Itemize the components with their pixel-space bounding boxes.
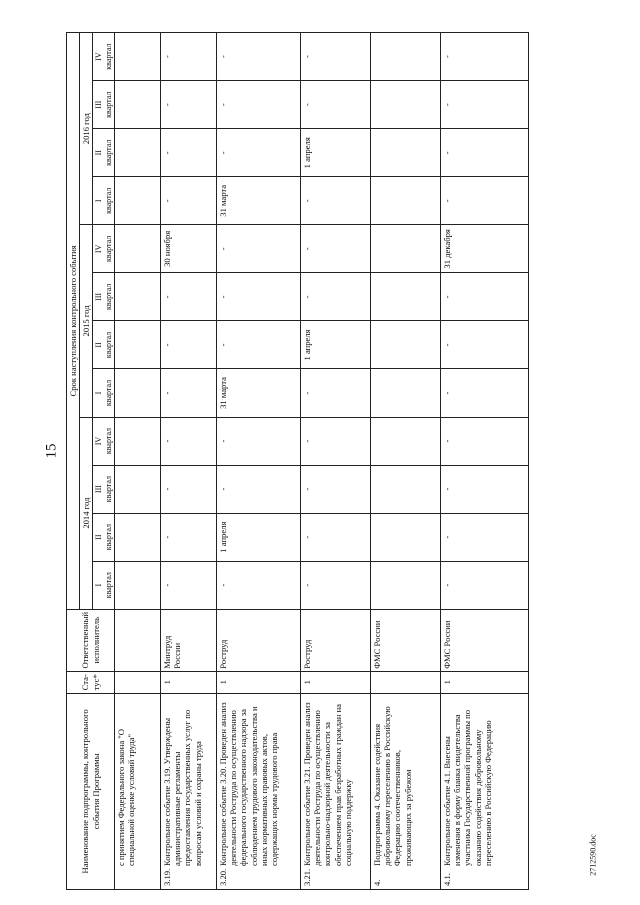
cell-deadline: - bbox=[217, 273, 301, 321]
header-quarter bbox=[93, 417, 115, 465]
cell-deadline: - bbox=[441, 321, 529, 369]
quarter-word: квартал bbox=[103, 43, 113, 70]
cell-deadline: - bbox=[301, 81, 371, 129]
cell-deadline: - bbox=[161, 177, 217, 225]
quarter-word: квартал bbox=[103, 235, 113, 262]
cell-deadline: - bbox=[441, 177, 529, 225]
cell-name bbox=[217, 693, 301, 889]
table-row bbox=[115, 33, 161, 890]
cell-deadline bbox=[115, 129, 161, 177]
quarter-numeral: IV bbox=[94, 244, 104, 254]
cell-deadline bbox=[115, 321, 161, 369]
quarter-word: квартал bbox=[103, 139, 113, 166]
table-row bbox=[371, 33, 441, 890]
cell-deadline: - bbox=[441, 33, 529, 81]
header-quarter bbox=[93, 33, 115, 81]
cell-deadline bbox=[115, 33, 161, 81]
row-number: 4.1. bbox=[442, 873, 453, 886]
quarter-numeral: III bbox=[94, 292, 104, 301]
quarter-word: квартал bbox=[103, 379, 113, 407]
cell-deadline bbox=[115, 177, 161, 225]
cell-deadline bbox=[115, 273, 161, 321]
cell-name bbox=[115, 693, 161, 889]
quarter-numeral: III bbox=[94, 485, 104, 494]
row-title: Контрольное событие 3.20. Проведен анализ деятельности Роструда по осуществлению федерального государственного надзора за соблюдением трудового законодательства и иных нормативных правовых актов, содержащих нормы трудового права bbox=[218, 702, 279, 866]
header-status: Ста-тус* bbox=[67, 671, 115, 693]
cell-deadline bbox=[371, 513, 441, 561]
cell-responsible: Минтруд России bbox=[161, 609, 217, 671]
cell-deadline: - bbox=[217, 465, 301, 513]
header-responsible: Ответственный исполнитель bbox=[67, 609, 115, 671]
cell-deadline bbox=[115, 225, 161, 273]
cell-deadline: - bbox=[217, 561, 301, 609]
cell-deadline: - bbox=[161, 33, 217, 81]
cell-deadline: - bbox=[301, 369, 371, 417]
footer-text: 2712590.doc bbox=[588, 834, 598, 876]
cell-status: 1 bbox=[217, 671, 301, 693]
cell-deadline: - bbox=[441, 369, 529, 417]
header-year: 2016 год bbox=[80, 33, 93, 225]
footer-document-name bbox=[588, 820, 598, 890]
cell-deadline: 1 апреля bbox=[217, 513, 301, 561]
cell-deadline: - bbox=[217, 417, 301, 465]
row-title: Контрольное событие 3.19. Утверждены административные регламенты предоставления государственных услуг по вопросам условий и охраны труда bbox=[162, 709, 203, 866]
cell-deadline: - bbox=[441, 417, 529, 465]
quarter-numeral: III bbox=[94, 100, 104, 109]
header-quarter bbox=[93, 225, 115, 273]
header-quarter bbox=[93, 81, 115, 129]
cell-responsible: Роструд bbox=[217, 609, 301, 671]
cell-deadline bbox=[371, 321, 441, 369]
header-quarter bbox=[93, 513, 115, 561]
row-number: 4. bbox=[372, 879, 383, 886]
cell-deadline: 1 апреля bbox=[301, 321, 371, 369]
cell-deadline: - bbox=[301, 273, 371, 321]
row-number bbox=[116, 866, 136, 886]
control-events-table-wrapper bbox=[66, 32, 580, 890]
quarter-word: квартал bbox=[103, 91, 113, 118]
row-number: 3.21. bbox=[302, 868, 313, 886]
cell-responsible: ФМС России bbox=[441, 609, 529, 671]
quarter-numeral: IV bbox=[94, 52, 104, 61]
cell-responsible: ФМС России bbox=[371, 609, 441, 671]
quarter-numeral: II bbox=[94, 534, 104, 540]
header-quarter bbox=[93, 321, 115, 369]
cell-deadline: - bbox=[217, 33, 301, 81]
cell-deadline: - bbox=[217, 129, 301, 177]
header-year: 2014 год bbox=[80, 417, 93, 609]
cell-status: 1 bbox=[301, 671, 371, 693]
cell-deadline bbox=[371, 417, 441, 465]
cell-deadline: - bbox=[161, 273, 217, 321]
quarter-numeral: IV bbox=[94, 436, 104, 446]
cell-deadline: - bbox=[161, 81, 217, 129]
cell-deadline: - bbox=[441, 81, 529, 129]
table-row bbox=[217, 33, 301, 890]
cell-deadline: - bbox=[217, 321, 301, 369]
cell-deadline bbox=[115, 417, 161, 465]
quarter-word: квартал bbox=[103, 572, 113, 599]
cell-status: 1 bbox=[161, 671, 217, 693]
quarter-numeral: I bbox=[94, 199, 104, 203]
cell-status: 1 bbox=[441, 671, 529, 693]
cell-deadline: - bbox=[301, 417, 371, 465]
cell-deadline: - bbox=[161, 417, 217, 465]
cell-deadline: 31 марта bbox=[217, 177, 301, 225]
row-title: Контрольное событие 3.21. Проведен анализ деятельности Роструда по осуществлению контрольно-надзорной деятельности за обеспечением прав безработных граждан на социальную поддержку bbox=[302, 702, 353, 866]
cell-deadline: - bbox=[217, 225, 301, 273]
cell-deadline: - bbox=[161, 465, 217, 513]
cell-deadline bbox=[371, 129, 441, 177]
header-quarter bbox=[93, 177, 115, 225]
quarter-numeral: II bbox=[94, 150, 104, 156]
header-quarter bbox=[93, 273, 115, 321]
table-row bbox=[301, 33, 371, 890]
cell-name bbox=[301, 693, 371, 889]
cell-responsible: Роструд bbox=[301, 609, 371, 671]
cell-deadline: - bbox=[161, 513, 217, 561]
cell-deadline: - bbox=[161, 561, 217, 609]
cell-name bbox=[371, 693, 441, 889]
cell-responsible bbox=[115, 609, 161, 671]
cell-status bbox=[115, 671, 161, 693]
quarter-word: квартал bbox=[103, 427, 113, 455]
cell-deadline bbox=[371, 33, 441, 81]
cell-deadline: 30 ноября bbox=[161, 225, 217, 273]
table-row bbox=[441, 33, 529, 890]
quarter-word: квартал bbox=[103, 283, 113, 311]
quarter-word: квартал bbox=[103, 331, 113, 359]
cell-deadline bbox=[371, 81, 441, 129]
cell-status bbox=[371, 671, 441, 693]
table-row bbox=[161, 33, 217, 890]
cell-deadline: - bbox=[161, 129, 217, 177]
row-number: 3.20. bbox=[218, 868, 229, 886]
quarter-numeral: I bbox=[94, 391, 104, 395]
header-quarter bbox=[93, 465, 115, 513]
header-year: 2015 год bbox=[80, 225, 93, 417]
cell-deadline: - bbox=[161, 321, 217, 369]
cell-deadline: 31 декабря bbox=[441, 225, 529, 273]
page-number-text: 15 bbox=[43, 443, 60, 459]
cell-deadline: - bbox=[301, 33, 371, 81]
quarter-numeral: II bbox=[94, 342, 104, 348]
row-title: Контрольное событие 4.1. Внесены изменения в форму бланка свидетельства участника Государственной программы по оказанию содействия добровольному переселению в Российскую Федерацию bbox=[442, 709, 493, 866]
header-deadline-group: Срок наступления контрольного события bbox=[67, 33, 80, 610]
cell-deadline: - bbox=[441, 129, 529, 177]
cell-deadline: - bbox=[441, 561, 529, 609]
quarter-word: квартал bbox=[103, 475, 113, 503]
cell-deadline bbox=[115, 465, 161, 513]
page-number bbox=[43, 436, 60, 466]
cell-deadline: - bbox=[441, 465, 529, 513]
cell-deadline bbox=[371, 225, 441, 273]
row-title: Подпрограмма 4. Оказание содействия добровольному переселению в Российскую Федерацию соотечественников, проживающих за рубежом bbox=[372, 706, 413, 866]
quarter-word: квартал bbox=[103, 187, 113, 214]
cell-name bbox=[441, 693, 529, 889]
cell-deadline: - bbox=[301, 465, 371, 513]
cell-deadline: - bbox=[301, 225, 371, 273]
header-quarter bbox=[93, 561, 115, 609]
cell-deadline: - bbox=[301, 177, 371, 225]
header-name: Наименование подпрограммы, контрольного события Программы bbox=[67, 693, 115, 889]
row-title: с принятием Федерального закона "О специальной оценке условий труда" bbox=[116, 728, 137, 866]
quarter-word: квартал bbox=[103, 524, 113, 551]
cell-deadline bbox=[115, 561, 161, 609]
cell-deadline: 31 марта bbox=[217, 369, 301, 417]
cell-deadline bbox=[115, 513, 161, 561]
row-number: 3.19. bbox=[162, 868, 173, 886]
cell-deadline bbox=[115, 369, 161, 417]
header-quarter bbox=[93, 369, 115, 417]
cell-deadline bbox=[371, 465, 441, 513]
cell-deadline: 1 апреля bbox=[301, 129, 371, 177]
control-events-table bbox=[66, 32, 529, 890]
cell-deadline bbox=[371, 369, 441, 417]
cell-deadline bbox=[371, 561, 441, 609]
cell-deadline bbox=[115, 81, 161, 129]
cell-deadline: - bbox=[217, 81, 301, 129]
cell-deadline bbox=[371, 273, 441, 321]
cell-deadline: - bbox=[441, 513, 529, 561]
cell-deadline: - bbox=[301, 561, 371, 609]
cell-deadline bbox=[371, 177, 441, 225]
cell-deadline: - bbox=[441, 273, 529, 321]
quarter-numeral: I bbox=[94, 583, 104, 587]
cell-deadline: - bbox=[161, 369, 217, 417]
cell-deadline: - bbox=[301, 513, 371, 561]
cell-name bbox=[161, 693, 217, 889]
header-quarter bbox=[93, 129, 115, 177]
